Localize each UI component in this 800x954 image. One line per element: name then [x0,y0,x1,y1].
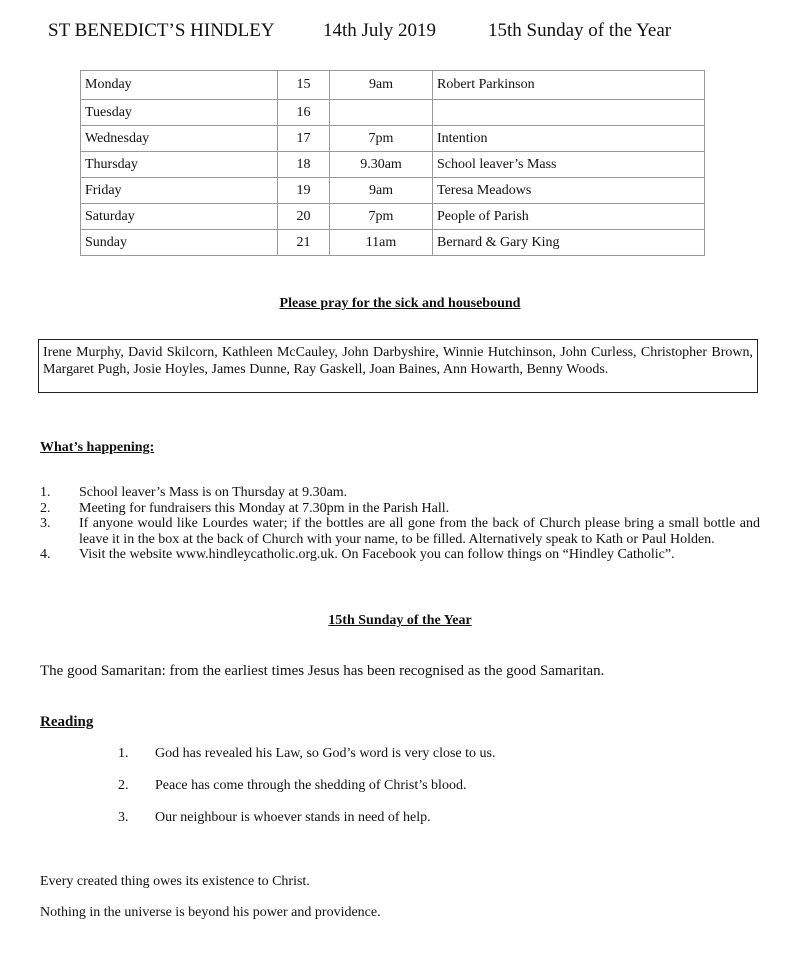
schedule-row [81,230,705,256]
reading-item [118,778,495,810]
sick-names-box [38,339,758,393]
day-cell: Sunday [81,230,278,256]
intention-cell: People of Parish [433,204,705,230]
date-cell: 15 [278,71,330,100]
date-cell: 21 [278,230,330,256]
time-cell [330,100,433,126]
time-cell: 9am [330,178,433,204]
day-cell: Wednesday [81,126,278,152]
item-number: 2. [118,778,129,793]
reading-item [118,746,495,778]
intention-cell: Bernard & Gary King [433,230,705,256]
item-text: Peace has come through the shedding of Christ’s blood. [155,778,467,793]
whats-happening-title: What’s happening: [40,440,155,455]
item-text: School leaver’s Mass is on Thursday at 9.30am. [79,485,348,500]
item-text: Our neighbour is whoever stands in need of help. [155,810,431,825]
mass-schedule-table [80,70,705,256]
intention-cell: Robert Parkinson [433,71,705,100]
sunday-section-title: 15th Sunday of the Year [328,613,472,628]
date-cell: 19 [278,178,330,204]
list-item [40,516,760,547]
sick-names: Irene Murphy, David Skilcorn, Kathleen McCauley, John Darbyshire, Winnie Hutchinson, John Curless, Christopher Brown, Margaret Pugh, Josie Hoyles, James Dunne, Ray Gaskell, Joan Baines, Ann Howarth, Benny Woods. [43,345,753,377]
date-cell: 16 [278,100,330,126]
closing-line-2: Nothing in the universe is beyond his power and providence. [40,905,381,920]
intention-cell: School leaver’s Mass [433,152,705,178]
schedule-row [81,126,705,152]
day-cell: Monday [81,71,278,100]
day-cell: Tuesday [81,100,278,126]
time-cell: 9.30am [330,152,433,178]
sick-list-title: Please pray for the sick and housebound [279,296,521,311]
time-cell: 7pm [330,204,433,230]
whats-happening-list [40,485,760,563]
time-cell: 7pm [330,126,433,152]
parish-name: ST BENEDICT’S HINDLEY [48,20,275,41]
item-text: If anyone would like Lourdes water; if the bottles are all gone from the back of Church please bring a small bottle and leave it in the box at the back of Church with your name, to be filled. Alternatively speak to Kath or Paul Holden. [79,516,760,547]
day-cell: Thursday [81,152,278,178]
time-cell: 9am [330,71,433,100]
item-number: 3. [118,810,129,825]
reading-list [118,746,495,842]
item-number: 1. [118,746,129,761]
intention-cell [433,100,705,126]
schedule-row [81,100,705,126]
day-cell: Friday [81,178,278,204]
item-text: God has revealed his Law, so God’s word is very close to us. [155,746,496,761]
date-cell: 17 [278,126,330,152]
reading-title: Reading [40,714,94,730]
bulletin-date: 14th July 2019 [323,20,436,41]
schedule-row [81,152,705,178]
item-number: 3. [40,516,51,531]
date-cell: 20 [278,204,330,230]
item-text: Meeting for fundraisers this Monday at 7.30pm in the Parish Hall. [79,500,450,516]
list-item [40,485,760,501]
list-item [40,501,760,517]
item-text: Visit the website www.hindleycatholic.org.uk. On Facebook you can follow things on “Hindley Catholic”. [79,547,675,562]
reading-item [118,810,495,842]
schedule-row [81,204,705,230]
closing-line-1: Every created thing owes its existence to Christ. [40,874,310,889]
schedule-row [81,71,705,100]
item-number: 2. [40,500,51,516]
time-cell: 11am [330,230,433,256]
schedule-row [81,178,705,204]
sunday-intro: The good Samaritan: from the earliest times Jesus has been recognised as the good Samaritan. [40,663,605,679]
date-cell: 18 [278,152,330,178]
item-number: 1. [40,485,51,500]
intention-cell: Intention [433,126,705,152]
liturgical-sunday: 15th Sunday of the Year [488,20,672,41]
item-number: 4. [40,547,51,562]
intention-cell: Teresa Meadows [433,178,705,204]
day-cell: Saturday [81,204,278,230]
list-item [40,547,760,563]
